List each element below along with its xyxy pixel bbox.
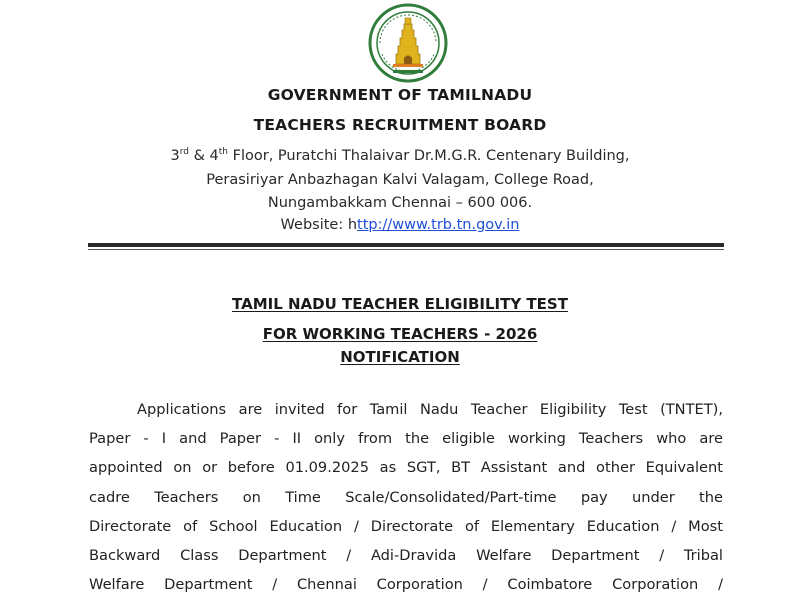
notification-title-line-2: FOR WORKING TEACHERS - 2026: [262, 325, 538, 343]
tamilnadu-emblem-icon: [366, 2, 450, 84]
body-line: Welfare Department / Chennai Corporation / Coimbatore Corporation /: [89, 576, 723, 594]
address-line-1: 3rd & 4th Floor, Puratchi Thalaivar Dr.M.G.R. Centenary Building,: [170, 147, 630, 164]
header-divider: [88, 243, 724, 247]
header-divider-thin: [88, 249, 724, 250]
website-label: Website: h: [280, 217, 358, 233]
body-line: Backward Class Department / Adi-Dravida Welfare Department / Tribal: [89, 547, 723, 565]
notification-title-line-3: NOTIFICATION: [340, 348, 460, 366]
website-line: [0, 217, 800, 233]
notification-title-line-1: TAMIL NADU TEACHER ELIGIBILITY TEST: [232, 295, 568, 313]
board-title: TEACHERS RECRUITMENT BOARD: [253, 116, 547, 134]
address-line-3: Nungambakkam Chennai – 600 006.: [267, 195, 533, 211]
body-line: appointed on or before 01.09.2025 as SGT, BT Assistant and other Equivalent: [89, 459, 723, 477]
notification-body: [89, 395, 723, 599]
body-line: Directorate of School Education / Directorate of Elementary Education / Most: [89, 517, 723, 535]
body-line: Applications are invited for Tamil Nadu Teacher Eligibility Test (TNTET),: [137, 401, 723, 418]
body-line: cadre Teachers on Time Scale/Consolidated/Part-time pay under the: [89, 488, 723, 506]
website-link[interactable]: ttp://www.trb.tn.gov.in: [357, 217, 520, 233]
body-line: Paper - I and Paper - II only from the eligible working Teachers who are: [89, 430, 723, 448]
government-title: GOVERNMENT OF TAMILNADU: [267, 86, 533, 104]
address-line-2: Perasiriyar Anbazhagan Kalvi Valagam, College Road,: [206, 172, 594, 188]
